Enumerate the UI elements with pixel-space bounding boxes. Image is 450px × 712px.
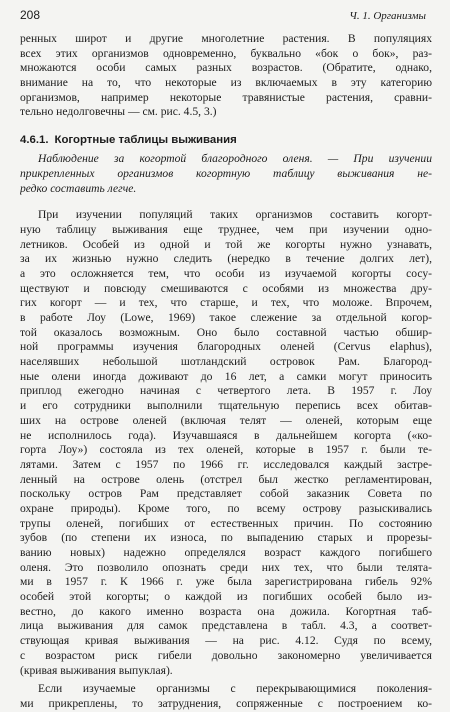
text-line: ную таблицу выживания еще труднее, чем при изучении одно-	[20, 222, 432, 236]
text-line: ществуют и повсюду смешиваются с особями из множества дру-	[20, 281, 432, 295]
text-line: ствующая кривая выживания — на рис. 4.12. Судя по всему,	[20, 634, 432, 648]
text-line: множаются особи самых разных возрастов. (Обратите, однако,	[20, 61, 432, 75]
section-number: 4.6.1.	[20, 134, 49, 147]
text-line: ших на острове оленей (включая телят — оленей, которым еще	[20, 413, 432, 427]
text-line: за их жизнью нужно следить (нередко в течение долгих лет),	[20, 252, 432, 266]
text-line: особей этой когорты; о каждой из погибших особей было из-	[20, 590, 432, 604]
text-line: населявших небольшой шотландский островок Рам. Благород-	[20, 355, 432, 369]
text-line: (кривая выживания выпуклая).	[20, 663, 173, 677]
text-line: гих когорт — и тех, что старше, и тех, что моложе. Впрочем,	[20, 296, 432, 310]
text-line: летников. Особей из одной и той же когорты нужно узнавать,	[20, 237, 432, 251]
section-title: Когортные таблицы выживания	[54, 134, 237, 147]
body-paragraph	[20, 682, 432, 711]
text-line: прикрепленных организмов когортную таблицу выживания не-	[20, 166, 432, 180]
running-header	[20, 0, 432, 30]
text-line: той оказалось возможным. Оно было составной частью обшир-	[20, 325, 432, 339]
text-line: При изучении популяций таких организмов составить когорт-	[38, 208, 432, 222]
text-line: ванию новых) надежно определялся возраст каждого погибшего	[20, 546, 432, 559]
chapter-title: Ч. 1. Организмы	[349, 10, 426, 22]
italic-summary	[20, 152, 432, 196]
text-line: организмов, например некоторые травянистые растения, сравни-	[20, 90, 432, 104]
text-line: всех этих организмов одновременно, буквально «бок о бок», раз-	[20, 46, 432, 60]
text-line: вестно, до какого именно возраста она дожила. Когортная таб-	[20, 604, 432, 618]
text-line: Если изучаемые организмы с перекрывающимися поколения-	[38, 682, 432, 696]
text-line: редко составить легче.	[20, 181, 137, 195]
text-line: трупы оленей, погибших от естественных причин. По состоянию	[20, 516, 432, 530]
text-line: лица выживания для самок представлена в табл. 4.3, а соответ-	[20, 619, 432, 633]
text-line: лятами. Затем с 1957 по 1966 гг. исследовался каждый застре-	[20, 457, 432, 471]
text-line: приплод ежегодно начиная с четвертого лета. В 1957 г. Лоу	[20, 384, 432, 398]
body-paragraph	[20, 208, 432, 678]
text-line: зубов (по степени их износа, по выпадению старых и прорезы-	[20, 531, 432, 545]
text-line: с возрастом риск гибели довольно закономерно увеличивается	[20, 648, 432, 662]
text-line: и его сотрудники выполнили тщательную перепись всех обитав-	[20, 399, 432, 413]
text-line: а это осложняется тем, что особи из изучаемой когорты сосу-	[20, 266, 432, 280]
continued-paragraph	[20, 32, 432, 120]
text-line: внимание на то, что некоторые из включаемых в эту категорию	[20, 76, 432, 90]
text-line: ленный на острове олень (отстрел был жестко регламентирован,	[20, 472, 432, 486]
text-line: ной программы изучения благородных оленей (Cervus elaphus),	[20, 340, 432, 354]
text-line: оленя. Это позволило опознать среди них тех, что были телята-	[20, 560, 432, 574]
text-line: Наблюдение за когортой благородного оленя. — При изучении	[38, 152, 432, 166]
text-line: горта Лоу») состояла из тех оленей, которые в 1957 г. были те-	[20, 443, 432, 457]
text-line: поскольку остров Рам представляет собой заказник Совета по	[20, 487, 432, 501]
text-line: тельно недолговечны — см. рис. 4.5, 3.)	[20, 105, 217, 119]
text-line: не исполнилось года). Изучавшаяся в дальнейшем когорта («ко-	[20, 428, 432, 442]
text-line: ные олени иногда доживают до 16 лет, а самки могут приносить	[20, 369, 432, 383]
section-heading	[20, 132, 432, 148]
text-line: ренных широт и другие многолетние растения. В популяциях	[20, 32, 432, 45]
page-number: 208	[20, 8, 41, 22]
text-line: ми прикреплены, то затруднения, сопряженные с построением ко-	[20, 696, 432, 710]
text-line: охране природы). Кроме того, по всему острову разыскивались	[20, 501, 432, 515]
text-line: в работе Лоу (Lowe, 1969) такое слежение за отдельной когор-	[20, 311, 432, 324]
text-line: ми в 1957 г. К 1966 г. уже была зарегистрирована гибель 92%	[20, 575, 432, 589]
